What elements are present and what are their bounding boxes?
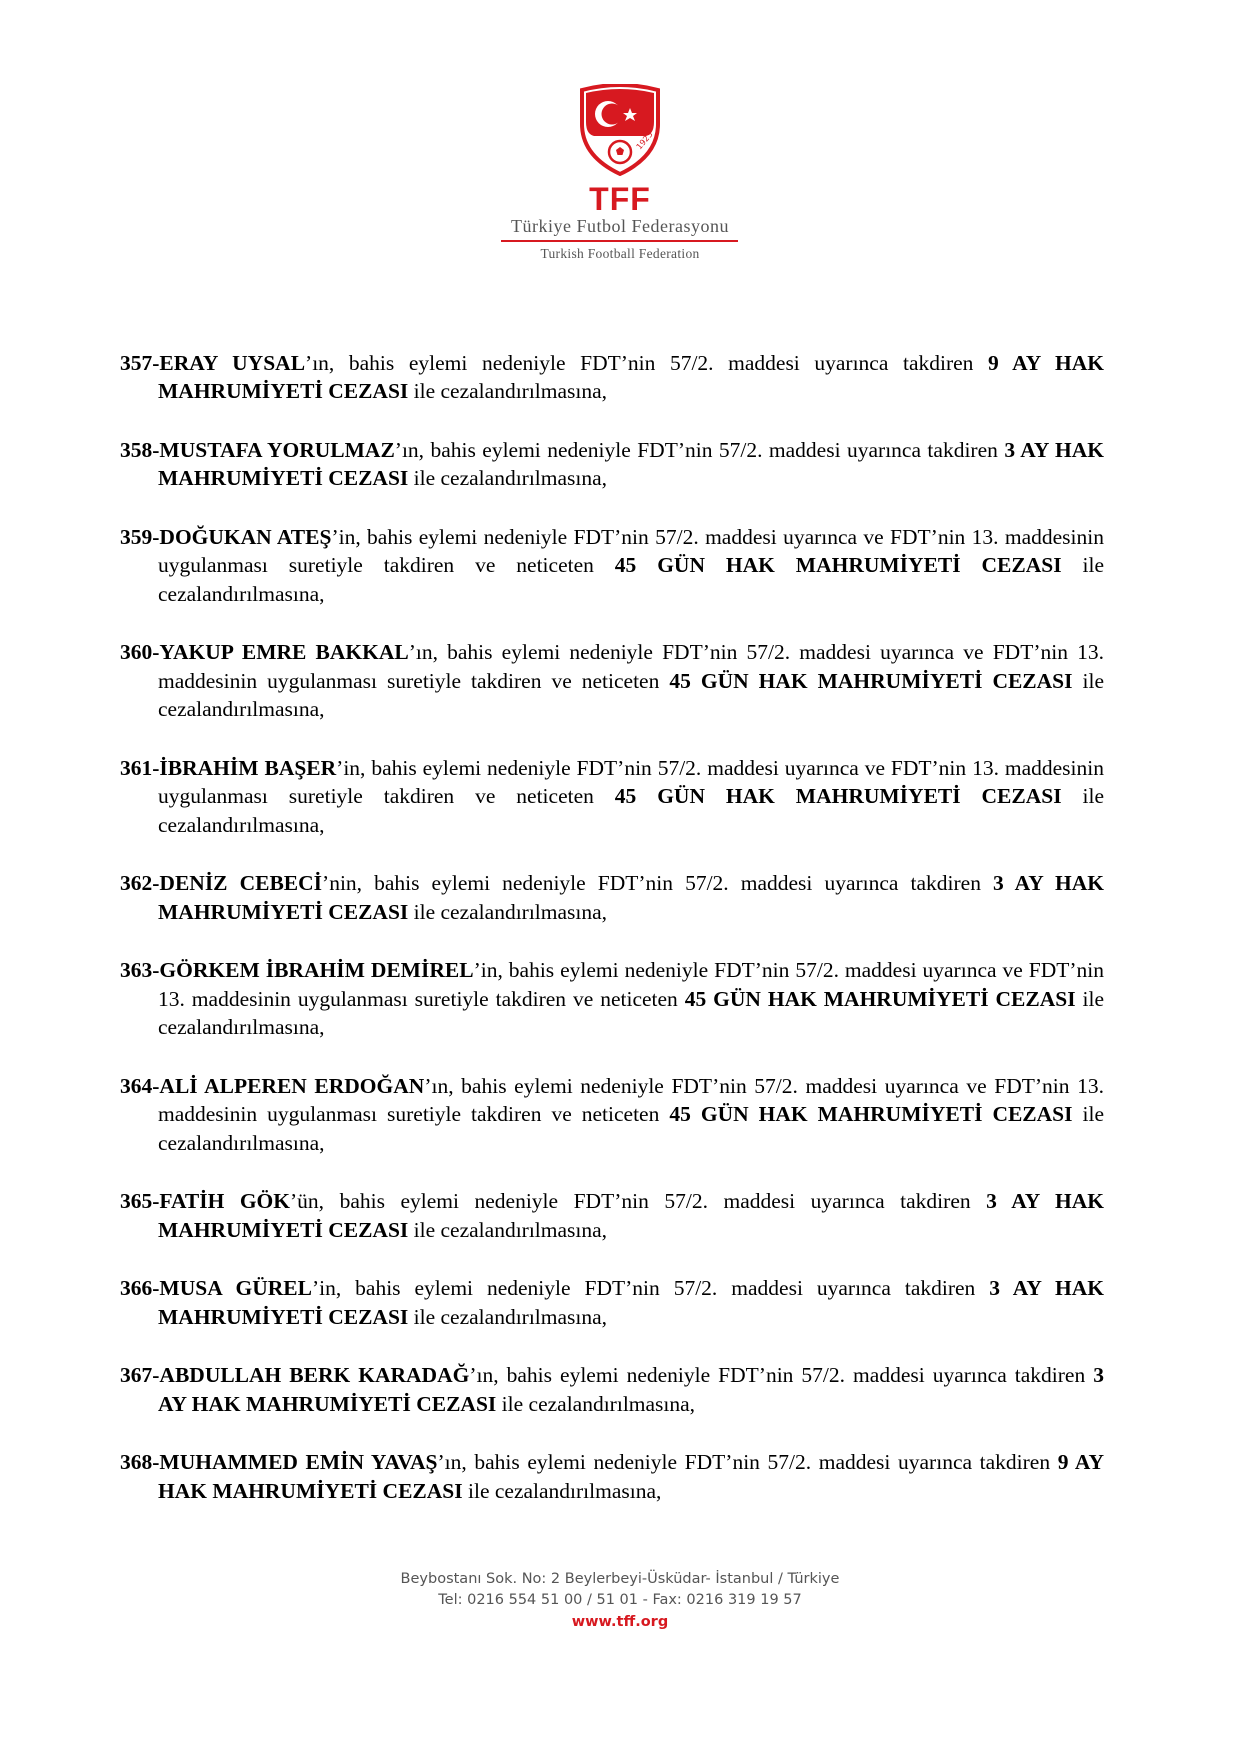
- entry-text: ’ın, bahis eylemi nedeniyle FDT’nin 57/2. maddesi uyarınca ve FDT’nin 13. maddesinin uygulanması suretiyle takdiren ve neticeten: [158, 640, 1104, 693]
- decision-entry: [120, 523, 1104, 609]
- player-name: DENİZ CEBECİ: [159, 871, 323, 895]
- entry-text: ’in, bahis eylemi nedeniyle FDT’nin 57/2. maddesi uyarınca ve FDT’nin 13. maddesinin uygulanması suretiyle takdiren ve neticeten: [158, 958, 1104, 1011]
- entry-text: ’ın, bahis eylemi nedeniyle FDT’nin 57/2. maddesi uyarınca takdiren: [305, 350, 988, 375]
- penalty-text: 3 AY HAK MAHRUMİYETİ CEZASI: [158, 1189, 1104, 1242]
- brand-divider: [501, 240, 738, 242]
- player-name: İBRAHİM BAŞER: [159, 755, 337, 780]
- player-name: ERAY UYSAL: [159, 350, 306, 375]
- entry-number: 363-: [120, 958, 160, 982]
- entry-text-end: ile cezalandırılmasına,: [408, 899, 608, 924]
- entry-text: ’in, bahis eylemi nedeniyle FDT’nin 57/2. maddesi uyarınca ve FDT’nin 13. maddesinin uygulanması suretiyle takdiren ve neticeten: [158, 755, 1104, 808]
- entry-number: 359-: [120, 524, 160, 549]
- entry-text: ’ün, bahis eylemi nedeniyle FDT’nin 57/2. maddesi uyarınca takdiren: [290, 1189, 987, 1213]
- decision-entry: [120, 754, 1104, 840]
- entry-text: ’ın, bahis eylemi nedeniyle FDT’nin 57/2. maddesi uyarınca ve FDT’nin 13. maddesinin uygulanması suretiyle takdiren ve neticeten: [158, 1073, 1104, 1126]
- penalty-text: 3 AY HAK MAHRUMİYETİ CEZASI: [158, 1363, 1104, 1416]
- penalty-text: 3 AY HAK MAHRUMİYETİ CEZASI: [158, 871, 1104, 924]
- entry-number: 368-: [120, 1450, 160, 1474]
- entry-text-end: ile cezalandırılmasına,: [158, 784, 1104, 837]
- decision-entry: [120, 1448, 1104, 1505]
- entry-text-end: ile cezalandırılmasına,: [408, 466, 608, 490]
- player-name: GÖRKEM İBRAHİM DEMİREL: [159, 958, 474, 982]
- decision-entry: [120, 638, 1104, 724]
- player-name: FATİH GÖK: [159, 1189, 291, 1213]
- penalty-text: 3 AY HAK MAHRUMİYETİ CEZASI: [158, 1276, 1104, 1329]
- brand-name: Türkiye Futbol Federasyonu: [511, 216, 729, 236]
- player-name: ALİ ALPEREN ERDOĞAN: [159, 1073, 425, 1098]
- entry-text: ’in, bahis eylemi nedeniyle FDT’nin 57/2. maddesi uyarınca ve FDT’nin 13. maddesinin uygulanması suretiyle takdiren ve neticeten: [158, 524, 1104, 577]
- entry-number: 364-: [120, 1073, 160, 1098]
- entry-number: 367-: [120, 1363, 160, 1387]
- entry-number: 358-: [120, 437, 160, 462]
- decision-entry: [120, 1072, 1104, 1158]
- player-name: ABDULLAH BERK KARADAĞ: [159, 1363, 470, 1387]
- decision-list: [120, 327, 1104, 1535]
- footer-contact: Tel: 0216 554 51 00 / 51 01 - Fax: 0216 319 19 57: [438, 1592, 802, 1608]
- brand-name-english: Turkish Football Federation: [540, 246, 700, 261]
- decision-entry: [120, 956, 1104, 1042]
- entry-text: ’in, bahis eylemi nedeniyle FDT’nin 57/2. maddesi uyarınca takdiren: [311, 1276, 990, 1300]
- penalty-text: 9 AY HAK MAHRUMİYETİ CEZASI: [158, 1450, 1104, 1503]
- penalty-text: 45 GÜN HAK MAHRUMİYETİ CEZASI: [684, 986, 1076, 1011]
- entry-text-end: ile cezalandırılmasına,: [158, 1102, 1104, 1155]
- decision-entry: [120, 436, 1104, 493]
- entry-text: ’nin, bahis eylemi nedeniyle FDT’nin 57/2. maddesi uyarınca takdiren: [322, 871, 994, 895]
- entry-text-end: ile cezalandırılmasına,: [462, 1478, 662, 1503]
- entry-text-end: ile cezalandırılmasına,: [158, 986, 1104, 1039]
- entry-number: 361-: [120, 755, 160, 780]
- entry-text: ’ın, bahis eylemi nedeniyle FDT’nin 57/2. maddesi uyarınca takdiren: [394, 437, 1005, 462]
- entry-text-end: ile cezalandırılmasına,: [408, 1217, 608, 1242]
- entry-text-end: ile cezalandırılmasına,: [408, 379, 608, 403]
- brand-abbreviation: TFF: [589, 181, 651, 217]
- penalty-text: 45 GÜN HAK MAHRUMİYETİ CEZASI: [614, 553, 1062, 577]
- penalty-text: 45 GÜN HAK MAHRUMİYETİ CEZASI: [669, 1102, 1073, 1126]
- entry-number: 366-: [120, 1276, 160, 1300]
- player-name: DOĞUKAN ATEŞ: [159, 524, 332, 549]
- entry-text-end: ile cezalandırılmasına,: [158, 553, 1104, 606]
- player-name: MUHAMMED EMİN YAVAŞ: [159, 1450, 438, 1474]
- player-name: MUSTAFA YORULMAZ: [159, 437, 395, 462]
- penalty-text: 45 GÜN HAK MAHRUMİYETİ CEZASI: [614, 784, 1062, 808]
- crest-year: 1923: [634, 129, 655, 152]
- footer-address: Beybostanı Sok. No: 2 Beylerbeyi-Üsküdar- İstanbul / Türkiye: [400, 1571, 840, 1587]
- penalty-text: 3 AY HAK MAHRUMİYETİ CEZASI: [158, 437, 1104, 490]
- entry-text: ’ın, bahis eylemi nedeniyle FDT’nin 57/2. maddesi uyarınca takdiren: [437, 1450, 1058, 1474]
- letterhead: [0, 84, 1240, 274]
- decision-entry: [120, 1361, 1104, 1418]
- entry-number: 362-: [120, 871, 160, 895]
- footer-website-link[interactable]: www.tff.org: [571, 1614, 669, 1630]
- entry-text: ’ın, bahis eylemi nedeniyle FDT’nin 57/2. maddesi uyarınca takdiren: [469, 1363, 1094, 1387]
- decision-entry: [120, 869, 1104, 926]
- entry-number: 357-: [120, 350, 160, 375]
- player-name: MUSA GÜREL: [159, 1276, 312, 1300]
- page-footer: [0, 1569, 1240, 1633]
- decision-entry: [120, 1187, 1104, 1244]
- penalty-text: 9 AY HAK MAHRUMİYETİ CEZASI: [158, 350, 1104, 403]
- entry-text-end: ile cezalandırılmasına,: [496, 1391, 696, 1416]
- penalty-text: 45 GÜN HAK MAHRUMİYETİ CEZASI: [669, 668, 1073, 693]
- decision-entry: [120, 1274, 1104, 1331]
- entry-text-end: ile cezalandırılmasına,: [408, 1304, 608, 1329]
- tff-crest-logo: [578, 84, 662, 176]
- entry-number: 360-: [120, 640, 160, 664]
- entry-number: 365-: [120, 1189, 160, 1213]
- decision-entry: [120, 349, 1104, 406]
- player-name: YAKUP EMRE BAKKAL: [159, 640, 409, 664]
- entry-text-end: ile cezalandırılmasına,: [158, 668, 1104, 721]
